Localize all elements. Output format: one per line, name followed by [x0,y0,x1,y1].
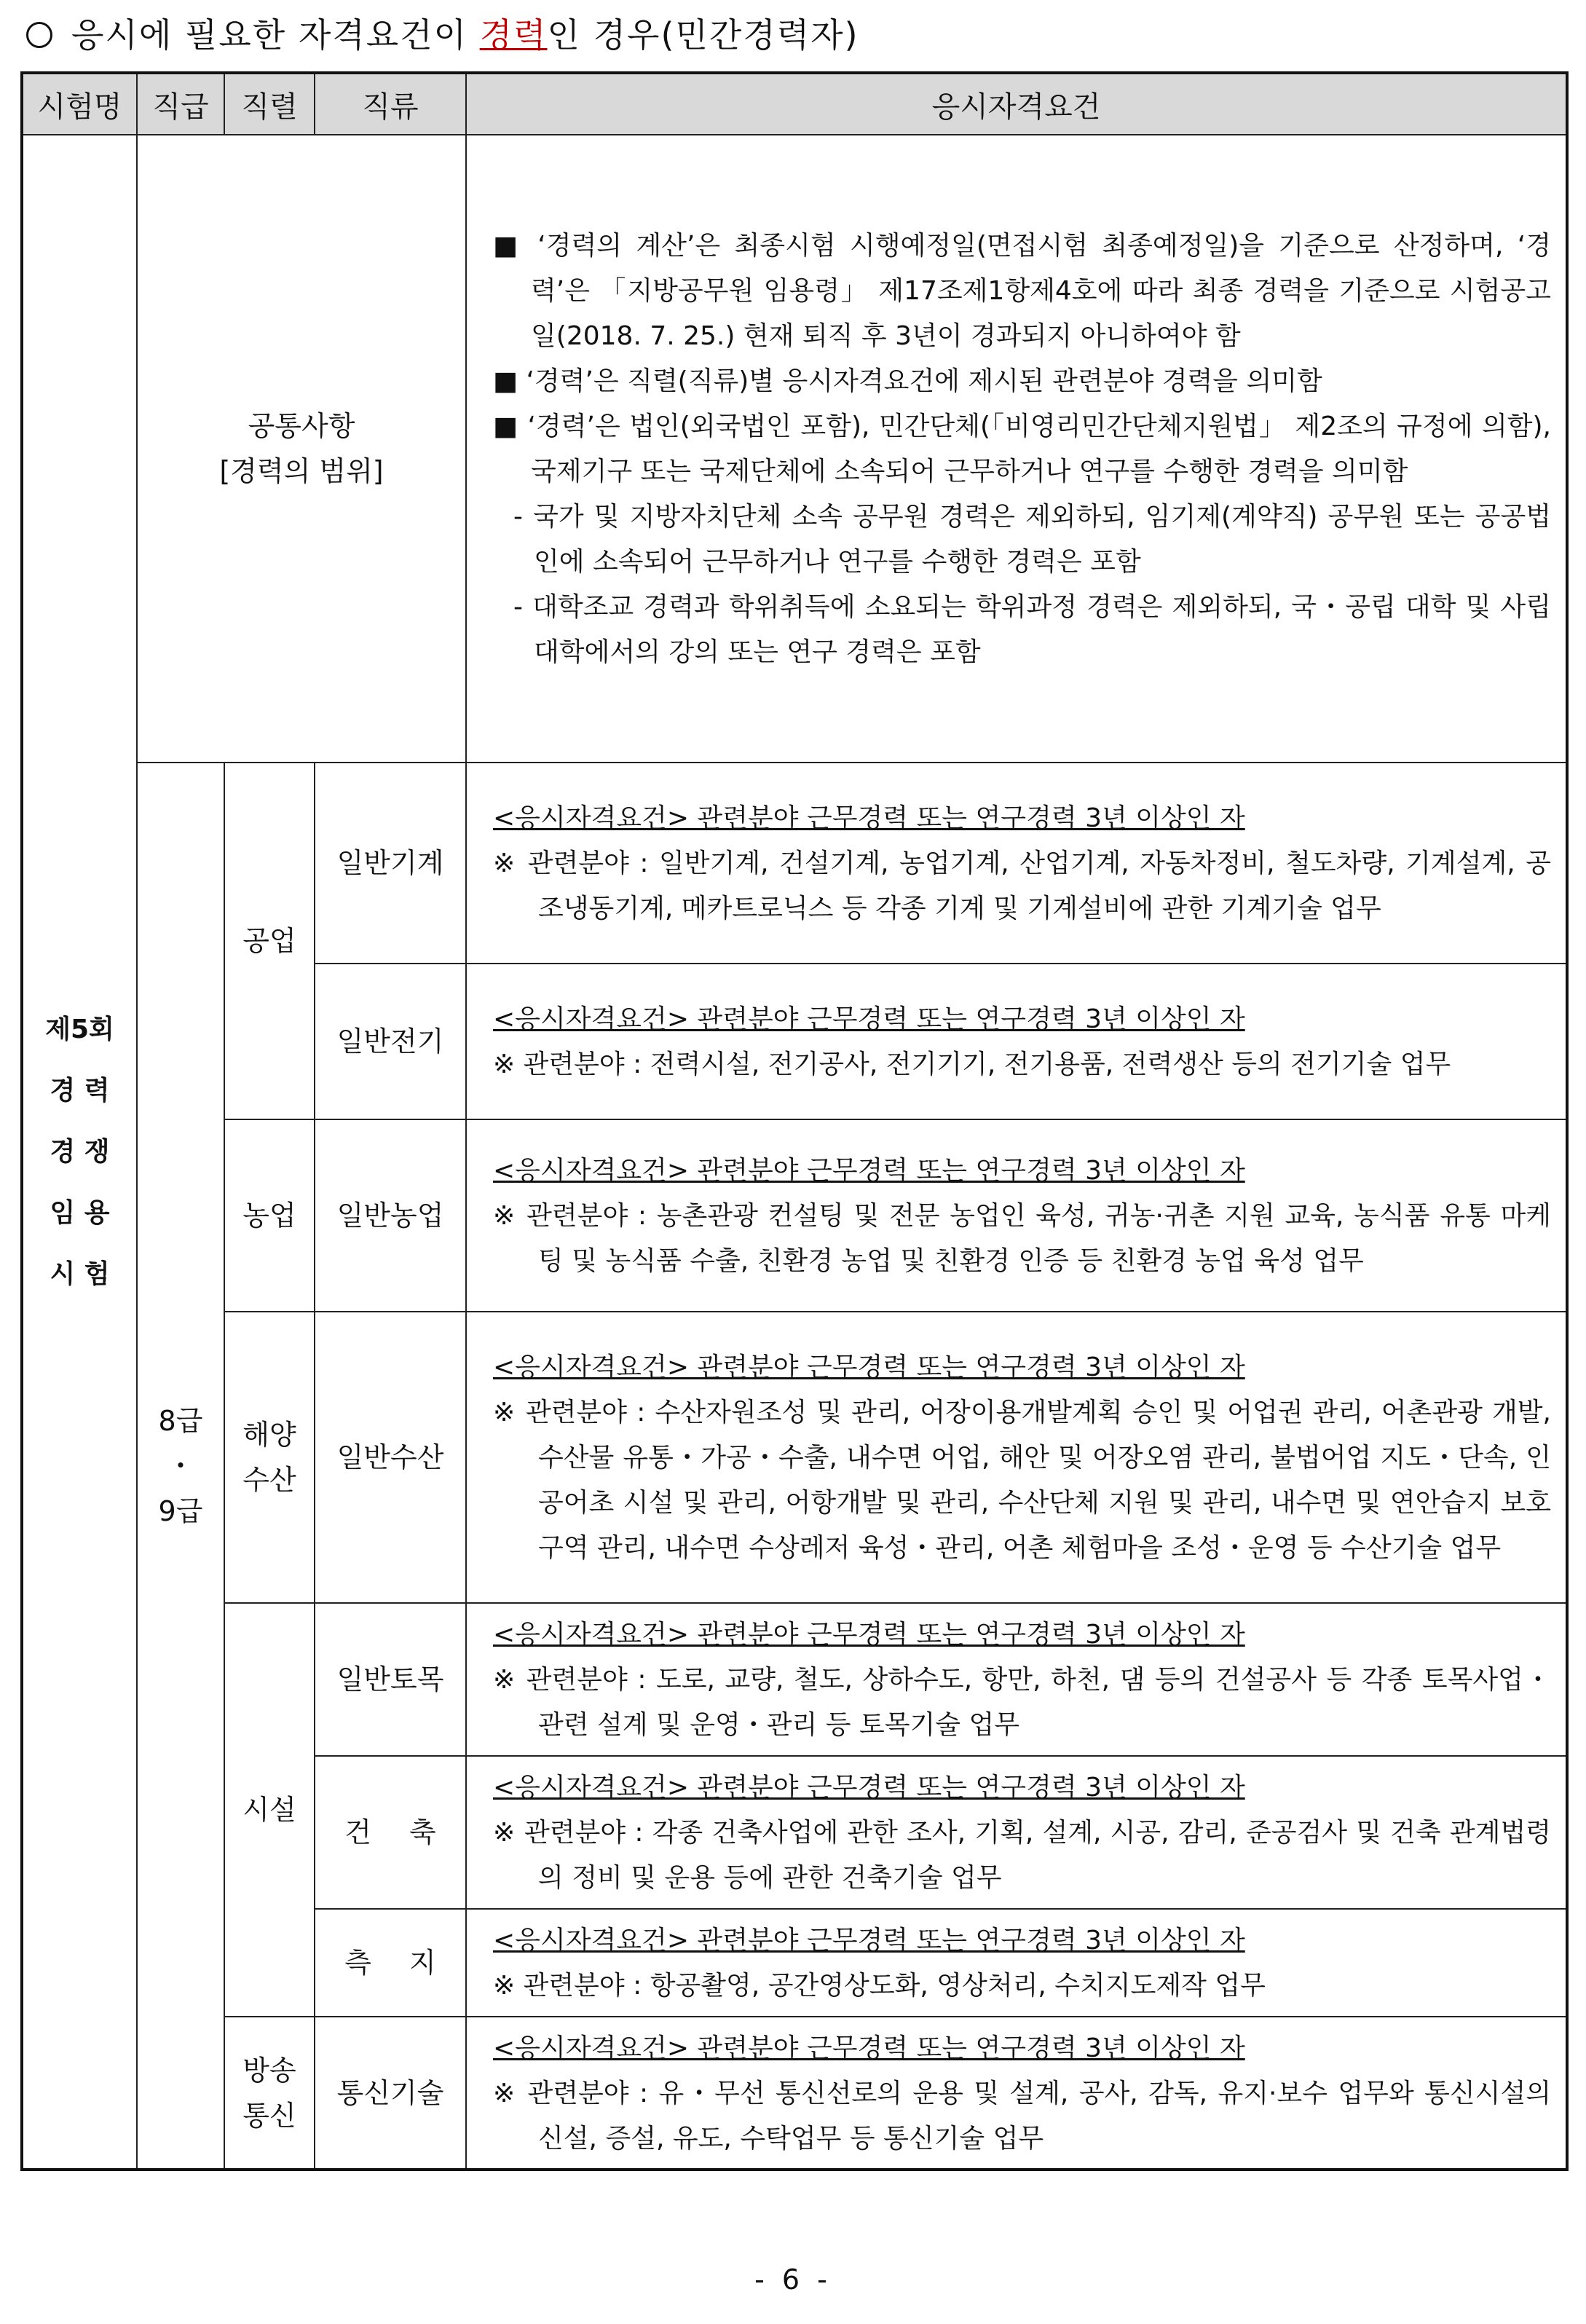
list-item: ■ ‘경력’은 직렬(직류)별 응시자격요건에 제시된 관련분야 경력을 의미함 [493,366,1322,396]
class-cell: 일반기계 [315,763,466,964]
requirement-heading: <응시자격요건> 관련분야 근무경력 또는 연구경력 3년 이상인 자 [493,1926,1245,1955]
heading-highlight: 경력 [479,15,548,55]
class-cell: 측 지 [315,1909,466,2017]
table-row [22,135,1567,763]
list-item: - 국가 및 지방자치단체 소속 공무원 경력은 제외하되, 임기제(계약직) 공무원 또는 공공법인에 소속되어 근무하거나 연구를 수행한 경력은 포함 [513,502,1551,577]
table-row [22,2017,1567,2170]
table-header-row [22,73,1567,135]
class-cell: 일반토목 [315,1603,466,1756]
page-number: - 6 - [754,2264,832,2296]
requirement-heading: <응시자격요건> 관련분야 근무경력 또는 연구경력 3년 이상인 자 [493,1620,1245,1650]
series-cell: 방송 통신 [224,2017,315,2170]
header-class: 직류 [315,73,466,135]
requirement-cell [466,1756,1567,1909]
requirement-heading: <응시자격요건> 관련분야 근무경력 또는 연구경력 3년 이상인 자 [493,1773,1245,1803]
class-cell: 일반전기 [315,964,466,1119]
table-row [22,1312,1567,1603]
requirement-heading: <응시자격요건> 관련분야 근무경력 또는 연구경력 3년 이상인 자 [493,803,1245,833]
table-row [22,1119,1567,1312]
related-field: ※ 관련분야 : 항공촬영, 공간영상도화, 영상처리, 수치지도제작 업무 [493,1971,1266,2001]
class-cell: 건 축 [315,1756,466,1909]
requirement-heading: <응시자격요건> 관련분야 근무경력 또는 연구경력 3년 이상인 자 [493,1352,1245,1382]
class-cell: 일반농업 [315,1119,466,1312]
requirement-heading: <응시자격요건> 관련분야 근무경력 또는 연구경력 3년 이상인 자 [493,1004,1245,1034]
class-cell: 일반수산 [315,1312,466,1603]
requirement-cell [466,1909,1567,2017]
common-label-cell: 공통사항 [경력의 범위] [137,135,466,763]
requirement-heading: <응시자격요건> 관련분야 근무경력 또는 연구경력 3년 이상인 자 [493,1156,1245,1186]
qualification-table [20,71,1569,2171]
list-item: ■ ‘경력의 계산’은 최종시험 시행예정일(면접시험 최종예정일)을 기준으로 산정하며, ‘경력’은 「지방공무원 임용령」 제17조제1항제4호에 따라 최종 경력을 기준으로 시험공고일(2018. 7. 25.) 현재 퇴직 후 3년이 경과되지 아니하여야 함 [493,231,1551,351]
related-field: ※ 관련분야 : 일반기계, 건설기계, 농업기계, 산업기계, 자동차정비, 철도차량, 기계설계, 공조냉동기계, 메카트로닉스 등 각종 기계 및 기계설비에 관한 기계기술 업무 [493,848,1551,923]
related-field: ※ 관련분야 : 유・무선 통신선로의 운용 및 설계, 공사, 감독, 유지·보수 업무와 통신시설의 신설, 증설, 유도, 수탁업무 등 통신기술 업무 [493,2079,1551,2154]
requirement-cell [466,1119,1567,1312]
heading-prefix: 응시에 필요한 자격요건이 [71,15,480,55]
requirement-heading: <응시자격요건> 관련분야 근무경력 또는 연구경력 3년 이상인 자 [493,2033,1245,2063]
circle-bullet-icon [26,22,52,48]
requirement-cell [466,1312,1567,1603]
exam-name-cell: 제5회 경 력 경 쟁 임 용 시 험 [22,135,137,2170]
list-item: - 대학조교 경력과 학위취득에 소요되는 학위과정 경력은 제외하되, 국・공립 대학 및 사립대학에서의 강의 또는 연구 경력은 포함 [513,592,1551,667]
series-cell: 공업 [224,763,315,1119]
grade-cell: 8급 ・ 9급 [137,763,224,2170]
heading-suffix: 인 경우(민간경력자) [547,15,859,55]
header-requirements: 응시자격요건 [466,73,1567,135]
series-cell: 시설 [224,1603,315,2017]
common-requirements-cell [466,135,1567,763]
table-row [22,763,1567,964]
section-heading [26,9,859,57]
header-grade: 직급 [137,73,224,135]
header-exam-name: 시험명 [22,73,137,135]
related-field: ※ 관련분야 : 농촌관광 컨설팅 및 전문 농업인 육성, 귀농·귀촌 지원 교육, 농식품 유통 마케팅 및 농식품 수출, 친환경 농업 및 친환경 인증 등 친환경 농업 육성 업무 [493,1201,1551,1276]
series-cell: 해양 수산 [224,1312,315,1603]
requirement-cell [466,964,1567,1119]
list-item: ■ ‘경력’은 법인(외국법인 포함), 민간단체(「비영리민간단체지원법」 제2조의 규정에 의함), 국제기구 또는 국제단체에 소속되어 근무하거나 연구를 수행한 경력을 의미함 [493,411,1551,487]
header-series: 직렬 [224,73,315,135]
related-field: ※ 관련분야 : 도로, 교량, 철도, 상하수도, 항만, 하천, 댐 등의 건설공사 등 각종 토목사업・관련 설계 및 운영・관리 등 토목기술 업무 [493,1665,1551,1740]
series-cell: 농업 [224,1119,315,1312]
related-field: ※ 관련분야 : 수산자원조성 및 관리, 어장이용개발계획 승인 및 어업권 관리, 어촌관광 개발, 수산물 유통・가공・수출, 내수면 어업, 해안 및 어장오염 관리, 불법어업 지도・단속, 인공어초 시설 및 관리, 어항개발 및 관리, 수산단체 지원 및 관리, 내수면 및 연안습지 보호구역 관리, 내수면 수상레저 육성・관리, 어촌 체험마을 조성・운영 등 수산기술 업무 [493,1398,1551,1563]
requirement-cell [466,2017,1567,2170]
requirement-cell [466,1603,1567,1756]
related-field: ※ 관련분야 : 각종 건축사업에 관한 조사, 기획, 설계, 시공, 감리, 준공검사 및 건축 관계법령의 정비 및 운용 등에 관한 건축기술 업무 [493,1818,1551,1893]
requirement-cell [466,763,1567,964]
related-field: ※ 관련분야 : 전력시설, 전기공사, 전기기기, 전기용품, 전력생산 등의 전기기술 업무 [493,1049,1451,1079]
class-cell: 통신기술 [315,2017,466,2170]
table-row [22,1603,1567,1756]
